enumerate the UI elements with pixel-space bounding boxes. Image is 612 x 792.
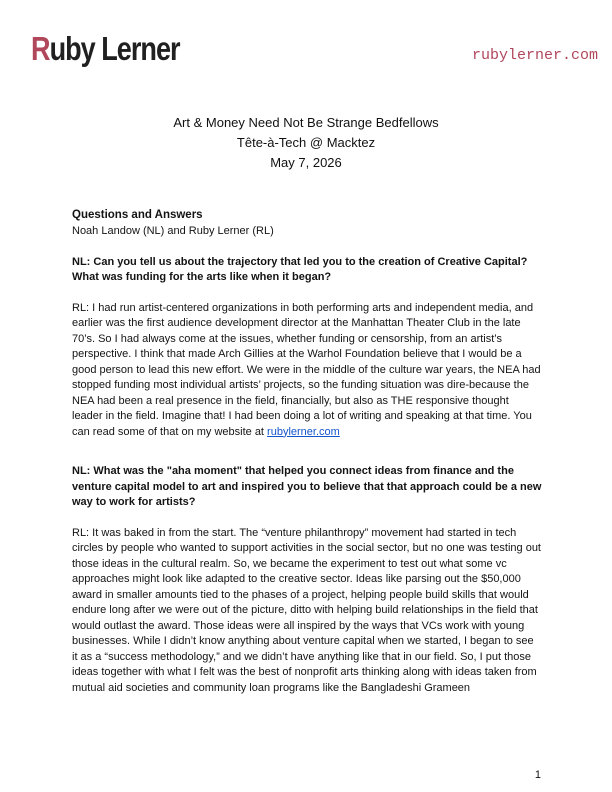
logo-text: uby Lerner: [49, 30, 180, 67]
question-2: NL: What was the "aha moment" that helped you connect ideas from finance and the venture capital model to art and inspired you to believe that that approach could be a new way to work for artists?: [72, 465, 542, 508]
participants-line: Noah Landow (NL) and Ruby Lerner (RL): [72, 225, 274, 237]
answer-2: RL: It was baked in from the start. The “venture philanthropy” movement had started in tech circles by people who wanted to support activities in the social sector, but no one was testing out those ideas in the cultural realm. So, we became the experiment to test out what some vc approaches might look like adapted to the creative sector. Ideas like parsing out the $50,000 award in smaller amounts tied to the phases of a project, helping people build skills that would endure long after we were out of the picture, ditto with helping build relationships in the field that would outlast the award. Those ideas were all inspired by the ways that VCs work with young businesses. While I didn’t know anything about venture capital when we started, I began to see it as a “success methodology,” and we didn’t have anything like that in our field. So, I put those ideas together with what I felt was the best of nonprofit arts thinking along with ideas taken from mutual aid societies and community loan programs like the Bangladeshi Grameen: [72, 526, 541, 694]
event-venue: Tête-à-Tech @ Macktez: [236, 135, 376, 150]
event-heading: [0, 113, 612, 173]
page-number: 1: [534, 769, 541, 781]
section-title: Questions and Answers: [72, 209, 203, 221]
event-title: Art & Money Need Not Be Strange Bedfellows: [173, 115, 439, 130]
question-1: NL: Can you tell us about the trajectory that led you to the creation of Creative Capital? What was funding for the arts like when it began?: [72, 255, 528, 283]
logo-initial: R: [31, 30, 50, 67]
website-link[interactable]: rubylerner.com: [267, 425, 340, 438]
site-url: rubylerner.com: [471, 47, 598, 64]
event-date: May 7, 2026: [270, 155, 342, 170]
answer-1: [72, 301, 542, 441]
ruby-lerner-logo: [31, 29, 180, 69]
answer-1-text: RL: I had run artist-centered organizations in both performing arts and independent media, and earlier was the first audience development director at the Manhattan Theater Club in the late 70’s. So I had always come at the issues, whether funding or censorship, from an artist’s perspective. I think that made Arch Gillies at the Warhol Foundation believe that I would be a good person to lead this new effort. We were in the middle of the culture war years, the NEA had stopped funding most individual artists’ projects, so the funding situation was dire-because the NEA had been a real presence in the field, financially, but also as THE responsive thought leader in the field. Imagine that! I had been doing a lot of writing and speaking at that time. You can read some of that on my website at: [72, 301, 541, 438]
qa-content: [72, 207, 542, 696]
